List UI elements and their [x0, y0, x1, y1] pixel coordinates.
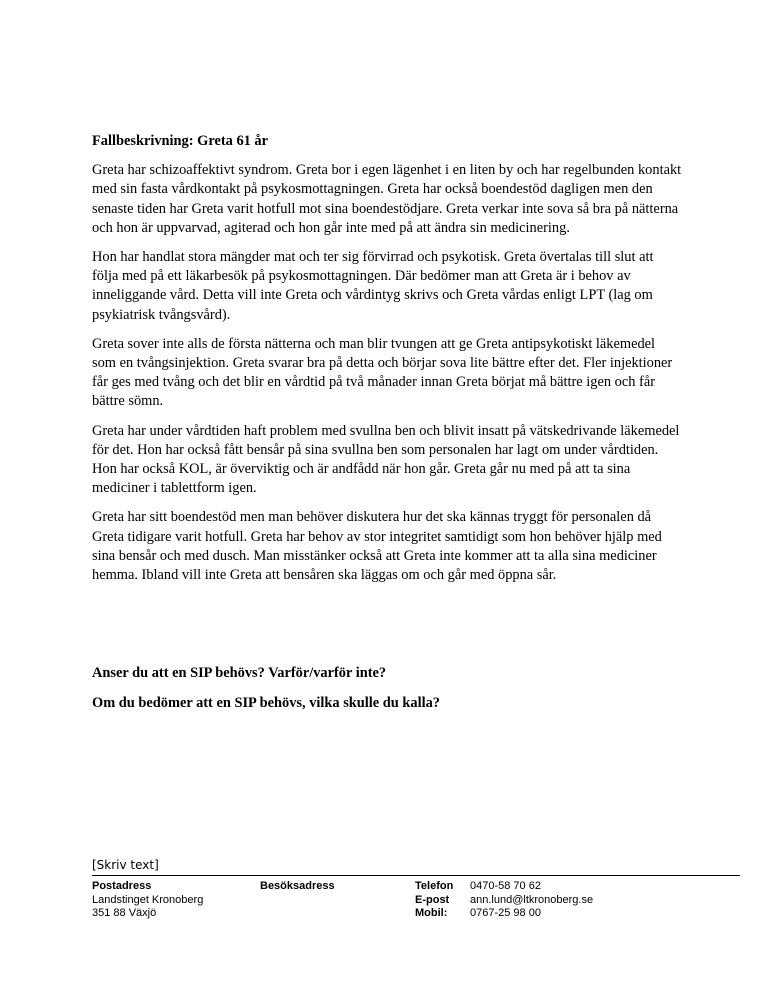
- footer-contact-values: [470, 880, 593, 921]
- case-title: Fallbeskrivning: Greta 61 år: [92, 133, 269, 149]
- document-body: [92, 132, 682, 595]
- mobil-label: Mobil:: [415, 907, 448, 919]
- epost-value: ann.lund@ltkronoberg.se: [470, 893, 594, 906]
- besoksadress-label: Besöksadress: [260, 880, 335, 892]
- mobil-value: 0767-25 98 00: [470, 907, 541, 919]
- telefon-value: 0470-58 70 62: [470, 880, 541, 892]
- question-1: Anser du att en SIP behövs? Varför/varför inte?: [92, 665, 387, 681]
- postadress-line-1: Landstinget Kronoberg: [92, 893, 204, 906]
- case-paragraph-3: Greta sover inte alls de första nätterna och man blir tvungen att ge Greta antipsykotiskt läkemedel som en tvångsinjektion. Greta svarar bra på detta och börjar sova lite bättre efter det. Fler injektioner får ges med tvång och det blir en vårdtid på två månader innan Greta börjat må bättre igen och får bättre sömn.: [92, 335, 673, 410]
- footer-contact-labels: [415, 880, 453, 921]
- footer-divider: [92, 875, 740, 876]
- case-paragraph-4: Greta har under vårdtiden haft problem med svullna ben och blivit insatt på vätskedrivande läkemedel för det. Hon har också fått bensår på sina svullna ben som personalen har lagt om under vårdtiden. Hon har också KOL, är överviktig och är andfådd när hon går. Greta går nu med på att ta sina mediciner i tablettform igen.: [92, 422, 680, 497]
- question-2: Om du bedömer att en SIP behövs, vilka skulle du kalla?: [92, 695, 440, 712]
- case-paragraph-5: Greta har sitt boendestöd men man behöver diskutera hur det ska kännas tryggt för personalen då Greta tidigare varit hotfull. Greta har behov av stor integritet samtidigt som hon behöver hjälp med sina bensår och med dusch. Man misstänker också att Greta inte kommer att ta alla sina mediciner hemma. Ibland vill inte Greta att bensåren ska läggas om och går med öppna sår.: [92, 509, 662, 584]
- telefon-label: Telefon: [415, 880, 454, 892]
- postadress-line-2: 351 88 Växjö: [92, 907, 157, 919]
- questions-section: [92, 664, 692, 724]
- postadress-label: Postadress: [92, 880, 152, 892]
- footer-besoksadress: [260, 880, 335, 894]
- case-paragraph-2: Hon har handlat stora mängder mat och ter sig förvirrad och psykotisk. Greta övertalas till slut att följa med på ett läkarbesök på psykosmottagningen. Där bedömer man att Greta är i behov av inneliggande vård. Detta vill inte Greta och vårdintyg skrivs och Greta vårdas enligt LPT (lag om psykiatrisk tvångsvård).: [92, 249, 654, 323]
- epost-label: E-post: [415, 893, 450, 906]
- footer-postadress: [92, 880, 203, 921]
- header-placeholder: [Skriv text]: [92, 858, 159, 872]
- case-paragraph-1: Greta har schizoaffektivt syndrom. Greta bor i egen lägenhet i en liten by och har regelbunden kontakt med sin fasta vårdkontakt på psykosmottagningen. Greta har också boendestöd dagligen men den senaste tiden har Greta varit hotfull mot sina boendestödjare. Greta verkar inte sova så bra på nätterna och hon är uppvarvad, agiterad och hon går inte med på att ändra sin medicinering.: [92, 162, 682, 236]
